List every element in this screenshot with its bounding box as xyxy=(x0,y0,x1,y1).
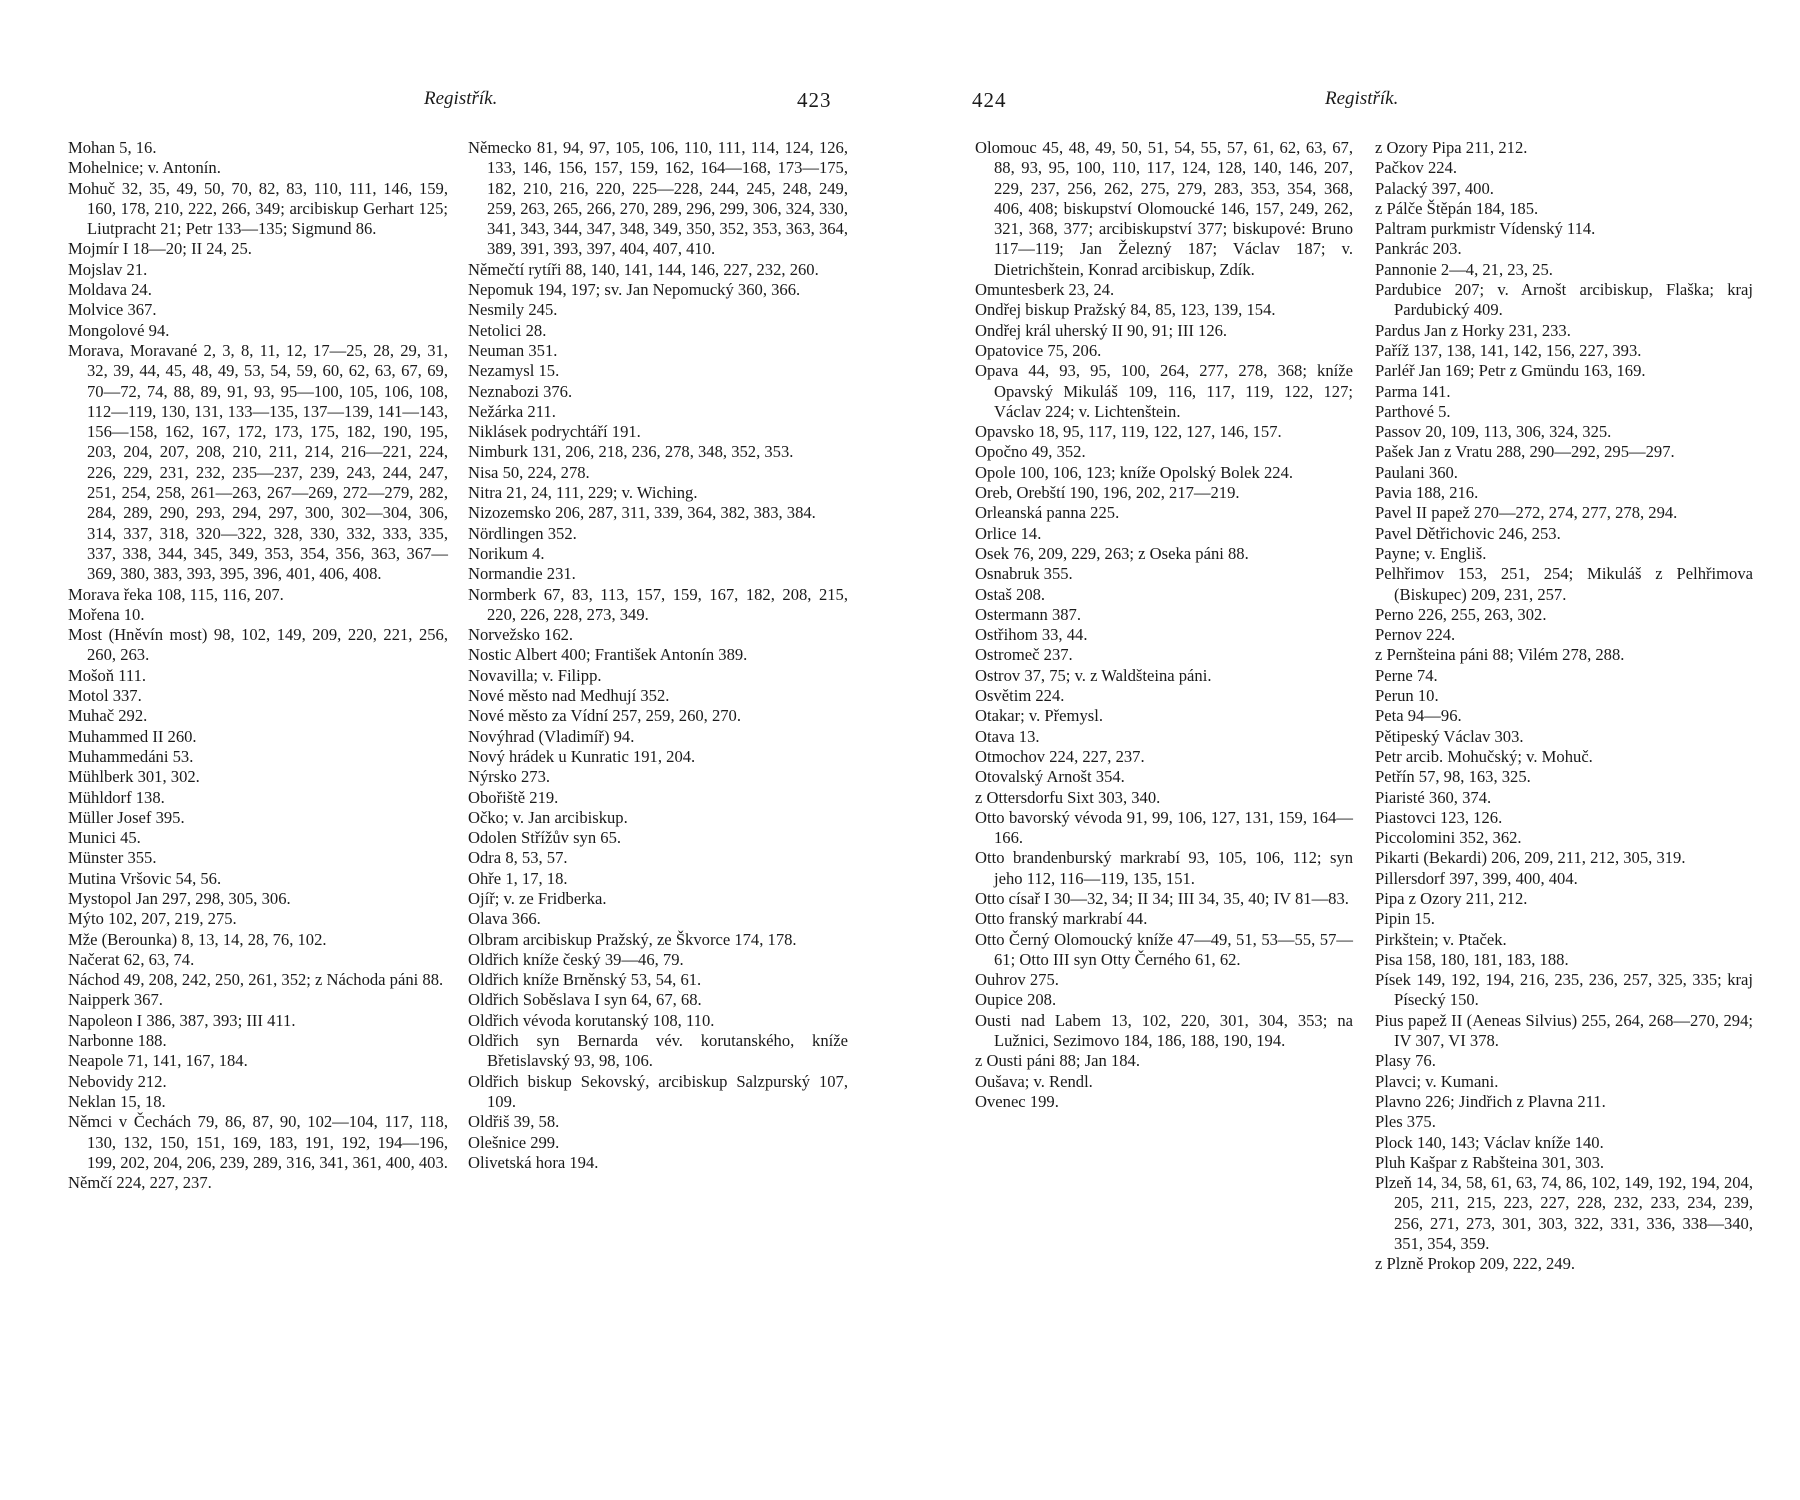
left-page-number: 423 xyxy=(797,88,832,112)
index-entry: Perne 74. xyxy=(1375,665,1438,685)
index-entry: Pipa z Ozory 211, 212. xyxy=(1375,888,1528,908)
index-entry: Petr arcib. Mohučský; v. Mohuč. xyxy=(1375,746,1593,766)
index-entry: Peta 94—96. xyxy=(1375,706,1462,726)
index-entry: Očko; v. Jan arcibiskup. xyxy=(468,807,628,827)
index-entry: Mongolové 94. xyxy=(68,320,170,340)
index-entry: Otto franský markrabí 44. xyxy=(975,909,1148,929)
index-entry: Oldřich vévoda korutanský 108, 110. xyxy=(468,1010,715,1030)
index-entry: Napoleon I 386, 387, 393; III 411. xyxy=(68,1010,296,1030)
index-entry: Muhač 292. xyxy=(68,706,148,726)
index-entry: Otakar; v. Přemysl. xyxy=(975,706,1103,726)
index-entry: z Ousti páni 88; Jan 184. xyxy=(975,1051,1140,1071)
index-entry: Omuntesberk 23, 24. xyxy=(975,280,1115,300)
index-entry: Neuman 351. xyxy=(468,340,558,360)
index-entry: Nesmily 245. xyxy=(468,300,558,320)
index-entry: Otava 13. xyxy=(975,726,1040,746)
index-entry: Náchod 49, 208, 242, 250, 261, 352; z Náchoda páni 88. xyxy=(68,970,444,990)
index-entry: Němečtí rytíři 88, 140, 141, 144, 146, 227, 232, 260. xyxy=(468,259,819,279)
index-entry: Parma 141. xyxy=(1375,381,1451,401)
index-entry: Pašek Jan z Vratu 288, 290—292, 295—297. xyxy=(1375,442,1675,462)
index-entry: Německo 81, 94, 97, 105, 106, 110, 111, 114, 124, 126, 133, 146, 156, 157, 159, 162, 164—168, 173—175, 182, 210, 216, 220, 225—228, 244, 245, 248, 249, 259, 263, 265, 266, 270, 289, 296, 299, 306, 324, 330, 341, 343, 344, 347, 348, 349, 350, 352, 353, 363, 364, 389, 391, 393, 397, 404, 407, 410. xyxy=(468,138,848,259)
index-entry: z Pernšteina páni 88; Vilém 278, 288. xyxy=(1375,645,1625,665)
index-entry: Neklan 15, 18. xyxy=(68,1091,166,1111)
index-entry: Plasy 76. xyxy=(1375,1051,1436,1071)
index-entry: Passov 20, 109, 113, 306, 324, 325. xyxy=(1375,422,1612,442)
index-entry: Mühldorf 138. xyxy=(68,787,165,807)
index-entry: Nové město nad Medhují 352. xyxy=(468,686,670,706)
index-entry: z Plzně Prokop 209, 222, 249. xyxy=(1375,1254,1576,1274)
index-entry: Nepomuk 194, 197; sv. Jan Nepomucký 360, 366. xyxy=(468,280,801,300)
index-entry: Otto bavorský vévoda 91, 99, 106, 127, 131, 159, 164—166. xyxy=(975,807,1353,848)
index-entry: Oldřich syn Bernarda vév. korutanského, kníže Břetislavský 93, 98, 106. xyxy=(468,1031,848,1071)
index-entry: Písek 149, 192, 194, 216, 235, 236, 257, 325, 335; kraj Písecký 150. xyxy=(1375,970,1753,1010)
index-entry: Paulani 360. xyxy=(1375,462,1458,482)
index-entry: Plavno 226; Jindřich z Plavna 211. xyxy=(1375,1091,1606,1111)
index-entry: Mořena 10. xyxy=(68,604,145,624)
index-entry: Ondřej král uherský II 90, 91; III 126. xyxy=(975,320,1228,340)
index-entry: Paříž 137, 138, 141, 142, 156, 227, 393. xyxy=(1375,340,1642,360)
index-entry: Ouhrov 275. xyxy=(975,970,1059,990)
index-entry: Pavel Dětřichovic 246, 253. xyxy=(1375,523,1561,543)
index-entry: Pětipeský Václav 303. xyxy=(1375,726,1524,746)
index-entry: Nitra 21, 24, 111, 229; v. Wiching. xyxy=(468,483,698,503)
index-entry: Otmochov 224, 227, 237. xyxy=(975,746,1145,766)
index-entry: Opava 44, 93, 95, 100, 264, 277, 278, 368; kníže Opavský Mikuláš 109, 116, 117, 119, 122, 127; Václav 224; v. Lichtenštein. xyxy=(975,361,1353,421)
index-entry: Otto Černý Olomoucký kníže 47—49, 51, 53—55, 57—61; Otto III syn Otty Černého 61, 62. xyxy=(975,929,1353,969)
index-entry: Oušava; v. Rendl. xyxy=(975,1071,1093,1091)
index-entry: Ohře 1, 17, 18. xyxy=(468,868,568,888)
index-entry: Payne; v. Engliš. xyxy=(1375,543,1487,563)
index-entry: Pavel II papež 270—272, 274, 277, 278, 294. xyxy=(1375,503,1678,523)
index-column-3 xyxy=(975,138,1353,1112)
index-entry: Ousti nad Labem 13, 102, 220, 301, 304, 353; na Lužnici, Sezimovo 184, 186, 188, 190, 194. xyxy=(975,1010,1353,1051)
index-entry: Osnabruk 355. xyxy=(975,564,1073,584)
index-entry: Opavsko 18, 95, 117, 119, 122, 127, 146, 157. xyxy=(975,422,1282,442)
index-entry: Nimburk 131, 206, 218, 236, 278, 348, 352, 353. xyxy=(468,442,794,462)
index-entry: Mohan 5, 16. xyxy=(68,138,157,157)
index-entry: Piaristé 360, 374. xyxy=(1375,787,1492,807)
right-page-header-title: Registřík. xyxy=(1325,88,1399,109)
index-entry: Ostaš 208. xyxy=(975,584,1046,604)
index-entry: Nostic Albert 400; František Antonín 389. xyxy=(468,645,748,665)
index-entry: Němčí 224, 227, 237. xyxy=(68,1173,212,1193)
index-entry: Naipperk 367. xyxy=(68,990,163,1010)
index-entry: Mutina Vršovic 54, 56. xyxy=(68,868,222,888)
index-entry: Pernov 224. xyxy=(1375,625,1456,645)
index-entry: Pirkštein; v. Ptaček. xyxy=(1375,929,1507,949)
index-entry: Olbram arcibiskup Pražský, ze Škvorce 174, 178. xyxy=(468,929,797,949)
left-page-header-title: Registřík. xyxy=(424,88,498,109)
index-entry: Mojmír I 18—20; II 24, 25. xyxy=(68,239,252,259)
index-entry: Novýhrad (Vladimíř) 94. xyxy=(468,726,635,746)
index-entry: Perun 10. xyxy=(1375,686,1439,706)
index-entry: Pluh Kašpar z Rabšteina 301, 303. xyxy=(1375,1152,1605,1172)
index-entry: Mošoň 111. xyxy=(68,665,147,685)
index-entry: Olivetská hora 194. xyxy=(468,1152,599,1172)
index-entry: Novavilla; v. Filipp. xyxy=(468,665,602,685)
index-entry: Pankrác 203. xyxy=(1375,239,1462,259)
index-entry: Pelhřimov 153, 251, 254; Mikuláš z Pelhřimova (Biskupec) 209, 231, 257. xyxy=(1375,564,1753,604)
index-entry: Muhammedáni 53. xyxy=(68,746,194,766)
index-entry: Ostermann 387. xyxy=(975,604,1081,624)
index-entry: Nisa 50, 224, 278. xyxy=(468,462,590,482)
index-entry: Neapole 71, 141, 167, 184. xyxy=(68,1051,248,1071)
index-entry: Ostřihom 33, 44. xyxy=(975,625,1088,645)
index-entry: Norikum 4. xyxy=(468,543,545,563)
index-entry: Pipin 15. xyxy=(1375,909,1435,929)
index-entry: Otto císař I 30—32, 34; II 34; III 34, 35, 40; IV 81—83. xyxy=(975,888,1349,908)
index-entry: Most (Hněvín most) 98, 102, 149, 209, 220, 221, 256, 260, 263. xyxy=(68,625,448,665)
index-entry: Oupice 208. xyxy=(975,990,1057,1010)
index-column-1 xyxy=(68,138,448,1193)
index-entry: Neznabozi 376. xyxy=(468,381,573,401)
index-entry: Mühlberk 301, 302. xyxy=(68,767,200,787)
index-entry: Orlice 14. xyxy=(975,523,1042,543)
index-entry: Orleanská panna 225. xyxy=(975,503,1120,523)
index-entry: Pačkov 224. xyxy=(1375,158,1458,178)
index-entry: Muhammed II 260. xyxy=(68,726,197,746)
index-entry: Nördlingen 352. xyxy=(468,523,577,543)
index-entry: Olava 366. xyxy=(468,909,541,929)
index-entry: Nebovidy 212. xyxy=(68,1071,167,1091)
index-entry: Nežárka 211. xyxy=(468,401,556,421)
index-entry: Pisa 158, 180, 181, 183, 188. xyxy=(1375,949,1569,969)
index-entry: Opočno 49, 352. xyxy=(975,442,1086,462)
index-entry: Oldřich kníže Brněnský 53, 54, 61. xyxy=(468,970,702,990)
index-entry: Morava, Moravané 2, 3, 8, 11, 12, 17—25, 28, 29, 31, 32, 39, 44, 45, 48, 49, 53, 54, 59, 60, 62, 63, 67, 69, 70—72, 74, 88, 89, 91, 93, 95—100, 105, 106, 108, 112—119, 130, 131, 133—135, 137—139, 141—143, 156—158, 162, 167, 172, 173, 175, 182, 190, 195, 203, 204, 207, 208, 210, 211, 214, 216—221, 224, 226, 229, 231, 232, 235—237, 239, 243, 244, 247, 251, 254, 258, 261—263, 267—269, 272—279, 282, 284, 289, 290, 293, 294, 297, 300, 302—304, 306, 314, 337, 318, 320—322, 328, 330, 332, 333, 335, 337, 338, 344, 345, 349, 353, 354, 356, 363, 367—369, 380, 383, 393, 395, 396, 401, 406, 408. xyxy=(68,340,448,584)
right-page-number: 424 xyxy=(972,88,1007,112)
index-entry: Plock 140, 143; Václav kníže 140. xyxy=(1375,1132,1604,1152)
index-entry: Oldřiš 39, 58. xyxy=(468,1112,560,1132)
index-entry: Olomouc 45, 48, 49, 50, 51, 54, 55, 57, 61, 62, 63, 67, 88, 93, 95, 100, 110, 117, 124, 128, 140, 146, 207, 229, 237, 256, 262, 275, 279, 283, 353, 354, 368, 406, 408; biskupství Olomoucké 146, 157, 249, 262, 321, 368, 377; arcibiskupství 377; biskupové: Bruno 117—119; Jan Železný 187; Václav 187; v. Dietrichštein, Konrad arcibiskup, Zdík. xyxy=(975,138,1353,279)
index-entry: Mohelnice; v. Antonín. xyxy=(68,158,221,178)
index-entry: Plavci; v. Kumani. xyxy=(1375,1071,1499,1091)
index-entry: Mže (Berounka) 8, 13, 14, 28, 76, 102. xyxy=(68,929,327,949)
index-entry: Normandie 231. xyxy=(468,564,576,584)
index-entry: Ovenec 199. xyxy=(975,1091,1059,1111)
index-entry: Oldřich biskup Sekovský, arcibiskup Salzpurský 107, 109. xyxy=(468,1071,848,1111)
index-entry: Mýto 102, 207, 219, 275. xyxy=(68,909,237,929)
index-entry: Pardus Jan z Horky 231, 233. xyxy=(1375,320,1571,340)
index-entry: Munici 45. xyxy=(68,828,141,848)
index-column-2 xyxy=(468,138,848,1173)
index-entry: Opole 100, 106, 123; kníže Opolský Bolek 224. xyxy=(975,462,1294,482)
index-entry: Osek 76, 209, 229, 263; z Oseka páni 88. xyxy=(975,543,1249,563)
index-entry: Osvětim 224. xyxy=(975,686,1065,706)
index-entry: Načerat 62, 63, 74. xyxy=(68,949,195,969)
index-entry: Pardubice 207; v. Arnošt arcibiskup, Flaška; kraj Pardubický 409. xyxy=(1375,280,1753,320)
index-entry: Norvežsko 162. xyxy=(468,625,574,645)
index-entry: Pavia 188, 216. xyxy=(1375,483,1479,503)
index-entry: Müller Josef 395. xyxy=(68,807,185,827)
index-entry: Oreb, Orebští 190, 196, 202, 217—219. xyxy=(975,483,1240,503)
index-entry: Motol 337. xyxy=(68,686,142,706)
index-entry: Pannonie 2—4, 21, 23, 25. xyxy=(1375,259,1553,279)
index-entry: Moldava 24. xyxy=(68,280,152,300)
index-entry: Pillersdorf 397, 399, 400, 404. xyxy=(1375,868,1578,888)
index-entry: Netolici 28. xyxy=(468,320,547,340)
index-entry: Oldřich Soběslava I syn 64, 67, 68. xyxy=(468,990,702,1010)
index-entry: Normberk 67, 83, 113, 157, 159, 167, 182, 208, 215, 220, 226, 228, 273, 349. xyxy=(468,584,848,624)
index-entry: Niklásek podrychtáří 191. xyxy=(468,422,641,442)
index-entry: Odolen Střížův syn 65. xyxy=(468,828,622,848)
index-entry: Morava řeka 108, 115, 116, 207. xyxy=(68,584,284,604)
index-entry: Paltram purkmistr Vídenský 114. xyxy=(1375,219,1596,239)
index-entry: Mojslav 21. xyxy=(68,259,148,279)
index-entry: Plzeň 14, 34, 58, 61, 63, 74, 86, 102, 149, 192, 194, 204, 205, 211, 215, 223, 227, 228, 232, 233, 234, 239, 256, 271, 273, 301, 303, 322, 331, 336, 338—340, 351, 354, 359. xyxy=(1375,1173,1753,1254)
index-entry: Odra 8, 53, 57. xyxy=(468,848,568,868)
index-entry: Molvice 367. xyxy=(68,300,157,320)
index-entry: Němci v Čechách 79, 86, 87, 90, 102—104, 117, 118, 130, 132, 150, 151, 169, 183, 191, 192, 194—196, 199, 202, 204, 206, 239, 289, 316, 341, 361, 400, 403. xyxy=(68,1112,448,1172)
index-entry: Mystopol Jan 297, 298, 305, 306. xyxy=(68,888,291,908)
index-entry: Olešnice 299. xyxy=(468,1132,560,1152)
index-entry: Otto brandenburský markrabí 93, 105, 106, 112; syn jeho 112, 116—119, 135, 151. xyxy=(975,848,1353,888)
index-entry: Nezamysl 15. xyxy=(468,361,560,381)
index-entry: Parthové 5. xyxy=(1375,401,1451,421)
index-entry: Piccolomini 352, 362. xyxy=(1375,828,1522,848)
index-entry: Oldřich kníže český 39—46, 79. xyxy=(468,949,684,969)
index-entry: Mohuč 32, 35, 49, 50, 70, 82, 83, 110, 111, 146, 159, 160, 178, 210, 222, 266, 349; arcibiskup Gerhart 125; Liutpracht 21; Petr 133—135; Sigmund 86. xyxy=(68,178,448,239)
index-entry: Nový hrádek u Kunratic 191, 204. xyxy=(468,746,696,766)
index-entry: Ples 375. xyxy=(1375,1112,1436,1132)
index-entry: Ondřej biskup Pražský 84, 85, 123, 139, 154. xyxy=(975,300,1276,320)
index-entry: Ostrov 37, 75; v. z Waldšteina páni. xyxy=(975,665,1212,685)
index-entry: Nizozemsko 206, 287, 311, 339, 364, 382, 383, 384. xyxy=(468,503,816,523)
index-entry: Obořiště 219. xyxy=(468,787,559,807)
index-entry: Nýrsko 273. xyxy=(468,767,551,787)
index-entry: z Ottersdorfu Sixt 303, 340. xyxy=(975,787,1161,807)
index-entry: Münster 355. xyxy=(68,848,157,868)
index-entry: Parléř Jan 169; Petr z Gmündu 163, 169. xyxy=(1375,361,1646,381)
index-entry: Narbonne 188. xyxy=(68,1031,167,1051)
index-entry: Pius papež II (Aeneas Silvius) 255, 264, 268—270, 294; IV 307, VI 378. xyxy=(1375,1010,1753,1051)
index-entry: z Ozory Pipa 211, 212. xyxy=(1375,138,1528,157)
index-entry: Petřín 57, 98, 163, 325. xyxy=(1375,767,1531,787)
index-entry: Otovalský Arnošt 354. xyxy=(975,767,1125,787)
index-entry: Opatovice 75, 206. xyxy=(975,340,1102,360)
index-column-4 xyxy=(1375,138,1753,1275)
index-entry: Pikarti (Bekardi) 206, 209, 211, 212, 305, 319. xyxy=(1375,848,1686,868)
index-entry: z Pálče Štěpán 184, 185. xyxy=(1375,198,1539,218)
index-entry: Nové město za Vídní 257, 259, 260, 270. xyxy=(468,706,742,726)
index-entry: Palacký 397, 400. xyxy=(1375,178,1494,198)
index-entry: Perno 226, 255, 263, 302. xyxy=(1375,604,1547,624)
index-entry: Ojíř; v. ze Fridberka. xyxy=(468,888,607,908)
index-entry: Ostromeč 237. xyxy=(975,645,1073,665)
index-entry: Piastovci 123, 126. xyxy=(1375,807,1503,827)
